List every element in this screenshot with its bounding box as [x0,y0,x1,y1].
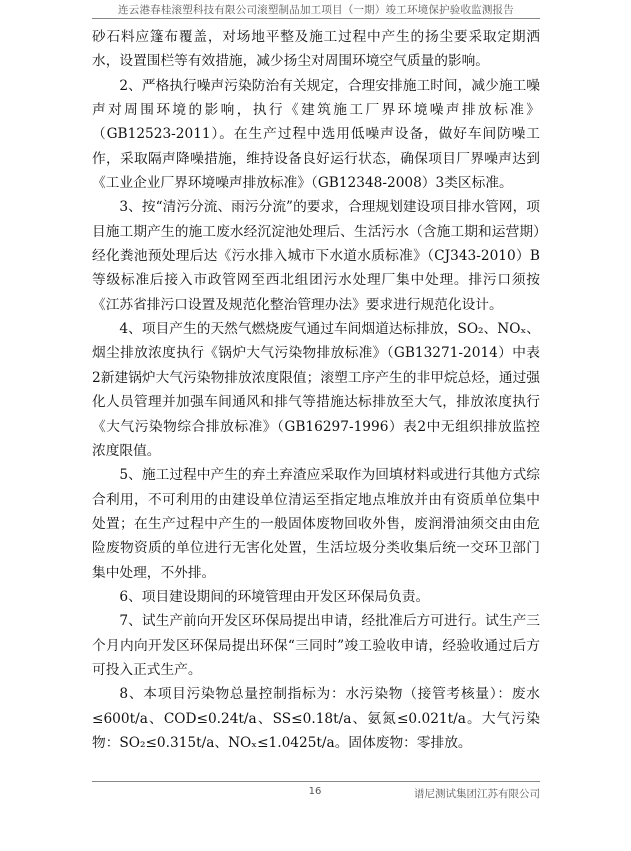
paragraph-environmental-management: 6、项目建设期间的环境管理由开发区环保局负责。 [119,588,430,605]
page-number: 16 [308,786,322,797]
paragraph-total-control: 8、本项目污染物总量控制指标为：水污染物（接管考核量）：废水≤600t/a、COD≤0.24t/a、SS≤0.18t/a、氨氮≤0.021t/a。大气污染物：SO₂≤0.315t/a、NOₓ≤1.0425t/a。固体废物：零排放。 [92,686,540,751]
paragraph-solid-waste: 5、施工过程中产生的弃土弃渣应采取作为回填材料或进行其他方式综合利用，不可利用的由建设单位清运至指定地点堆放并由有资质单位集中处置；在生产过程中产生的一般固体废物回收外售，废润滑油须交由由危险废物资质的单位进行无害化处置，生活垃圾分类收集后统一交环卫部门集中处理，不外排。 [92,467,540,581]
paragraph-noise-control: 2、严格执行噪声污染防治有关规定，合理安排施工时间，减少施工噪声对周围环境的影响，执行《建筑施工厂界环境噪声排放标准》（GB12523-2011）。在生产过程中选用低噪声设备，做好车间防噪工作，采取隔声降噪措施，维持设备良好运行状态，确保项目厂界噪声达到《工业企业厂界环境噪声排放标准》（GB12348-2008）3类区标准。 [92,77,540,192]
paragraph-dust-control: 砂石料应篷布覆盖，对场地平整及施工过程中产生的扬尘要采取定期洒水，设置围栏等有效措施，减少扬尘对周围环境空气质量的影响。 [92,29,540,70]
paragraph-wastewater: 3、按“清污分流、雨污分流”的要求，合理规划建设项目排水管网，项目施工期产生的施工废水经沉淀池处理后、生活污水（含施工期和运营期）经化粪池预处理后达《污水排入城市下水道水质标准》（CJ343-2010）B等级标准后接入市政管网至西北组团污水处理厂集中处理。排污口须按《江苏省排污口设置及规范化整治管理办法》要求进行规范化设计。 [92,199,540,313]
footer-company: 谱尼测试集团江苏有限公司 [414,788,540,800]
header-rule [92,18,540,19]
running-header: 连云港春桂滚塑科技有限公司滚塑制品加工项目（一期）竣工环境保护验收监测报告 [118,4,514,16]
report-body [92,25,540,755]
paragraph-exhaust-gas: 4、项目产生的天然气燃烧废气通过车间烟道达标排放，SO₂、NOₓ、烟尘排放浓度执行《锅炉大气污染物排放标准》（GB13271-2014）中表2新建锅炉大气污染物排放浓度限值；滚塑工序产生的非甲烷总烃，通过强化人员管理并加强车间通风和排气等措施达标排放至大气，排放浓度执行《大气污染物综合排放标准》（GB16297-1996）表2中无组织排放监控浓度限值。 [92,321,540,459]
paragraph-trial-production: 7、试生产前向开发区环保局提出申请，经批准后方可进行。试生产三个月内向开发区环保局提出环保“三同时”竣工验收申请，经验收通过后方可投入正式生产。 [92,613,540,678]
footer-rule [92,781,540,782]
